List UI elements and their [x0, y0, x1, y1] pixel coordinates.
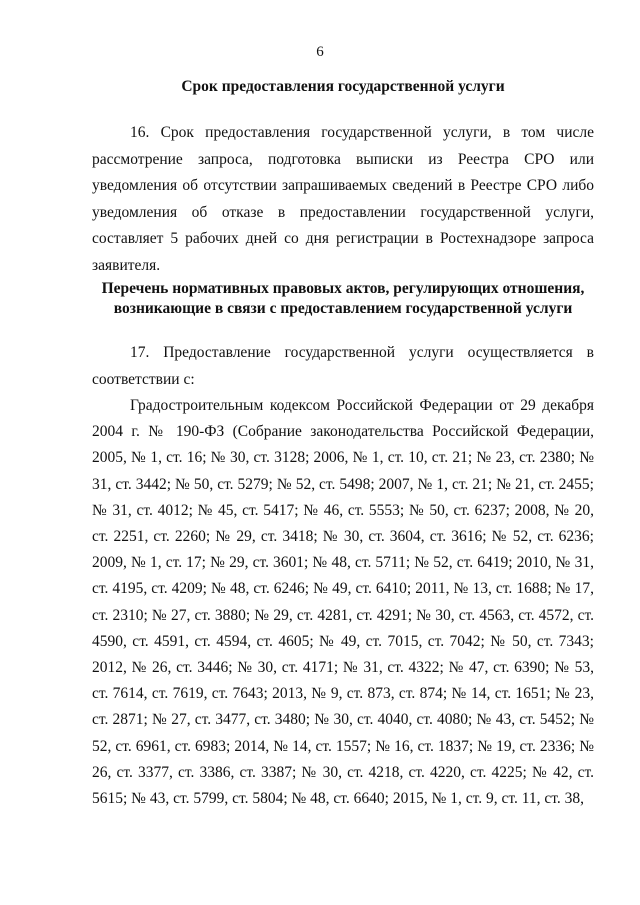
paragraph-16: 16. Срок предоставления государственной услуги, в том числе рассмотрение запроса, подготовка выписки из Реестра СРО или уведомления об отсутствии запрашиваемых сведений в Реестре СРО либо уведомления об отказе в предоставлении государственной услуги, составляет 5 рабочих дней со дня регистрации в Ростехнадзоре запроса заявителя. [92, 124, 594, 274]
section-heading-legal-acts: Перечень нормативных правовых актов, регулирующих отношения, возникающие в связи с предоставлением государственной услуги [101, 280, 585, 317]
section-heading-service-term: Срок предоставления государственной услуги [181, 78, 505, 95]
paragraph-urban-planning-code: Градостроительным кодексом Российской Федерации от 29 декабря 2004 г. № 190-ФЗ (Собрание законодательства Российской Федерации, 2005, № 1, ст. 16; № 30, ст. 3128; 2006, № 1, ст. 10, ст. 21; № 23, ст. 2380; № 31, ст. 3442; № 50, ст. 5279; № 52, ст. 5498; 2007, № 1, ст. 21; № 21, ст. 2455; № 31, ст. 4012; № 45, ст. 5417; № 46, ст. 5553; № 50, ст. 6237; 2008, № 20, ст. 2251, ст. 2260; № 29, ст. 3418; № 30, ст. 3604, ст. 3616; № 52, ст. 6236; 2009, № 1, ст. 17; № 29, ст. 3601; № 48, ст. 5711; № 52, ст. 6419; 2010, № 31, ст. 4195, ст. 4209; № 48, ст. 6246; № 49, ст. 6410; 2011, № 13, ст. 1688; № 17, ст. 2310; № 27, ст. 3880; № 29, ст. 4281, ст. 4291; № 30, ст. 4563, ст. 4572, ст. 4590, ст. 4591, ст. 4594, ст. 4605; № 49, ст. 7015, ст. 7042; № 50, ст. 7343; 2012, № 26, ст. 3446; № 30, ст. 4171; № 31, ст. 4322; № 47, ст. 6390; № 53, ст. 7614, ст. 7619, ст. 7643; 2013, № 9, ст. 873, ст. 874; № 14, ст. 1651; № 23, ст. 2871; № 27, ст. 3477, ст. 3480; № 30, ст. 4040, ст. 4080; № 43, ст. 5452; № 52, ст. 6961, ст. 6983; 2014, № 14, ст. 1557; № 16, ст. 1837; № 19, ст. 2336; № 26, ст. 3377, ст. 3386, ст. 3387; № 30, ст. 4218, ст. 4220, ст. 4225; № 42, ст. 5615; № 43, ст. 5799, ст. 5804; № 48, ст. 6640; 2015, № 1, ст. 9, ст. 11, ст. 38, [92, 397, 594, 808]
page-number: 6 [316, 44, 324, 60]
paragraph-17: 17. Предоставление государственной услуги осуществляется в соответствии с: [92, 344, 594, 388]
